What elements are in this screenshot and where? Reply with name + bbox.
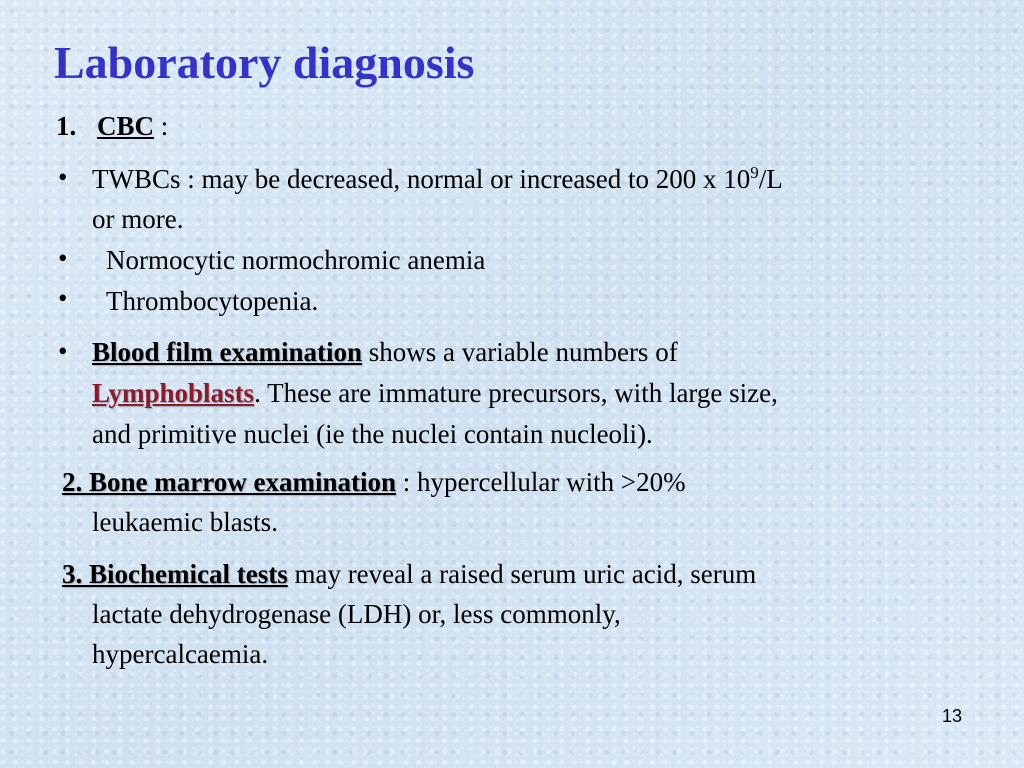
- bullet-dot: •: [58, 336, 68, 366]
- twbc-continuation: or more.: [92, 204, 184, 234]
- biochem-label: 3. Biochemical tests: [62, 559, 288, 589]
- nuclei-line: and primitive nuclei (ie the nuclei contain nucleoli).: [92, 419, 653, 449]
- biochem-continuation-2: hypercalcaemia.: [92, 639, 269, 669]
- bone-marrow-continuation: leukaemic blasts.: [92, 507, 278, 537]
- normocytic-item: Normocytic normochromic anemia: [106, 245, 486, 275]
- twbc-line: [92, 159, 783, 201]
- twbc-exponent: 9: [750, 163, 759, 182]
- thrombocytopenia-item: Thrombocytopenia.: [106, 286, 319, 316]
- twbc-unit: /L: [758, 164, 783, 194]
- bone-marrow-text: : hypercellular with >20%: [395, 467, 686, 497]
- cbc-number: 1.: [56, 111, 77, 141]
- cbc-colon: :: [154, 111, 169, 141]
- blood-film-label: Blood film examination: [92, 337, 363, 367]
- lymphoblasts-term: Lymphoblasts: [92, 378, 255, 408]
- bullet-dot: •: [58, 243, 68, 273]
- lymphoblasts-line: [92, 373, 778, 415]
- biochem-line: [62, 554, 756, 596]
- bone-marrow-line: [62, 462, 686, 504]
- blood-film-text: shows a variable numbers of: [368, 337, 678, 367]
- cbc-heading: [56, 106, 168, 148]
- twbc-text: TWBCs : may be decreased, normal or increased to 200 x 10: [92, 164, 751, 194]
- cbc-label: CBC: [97, 111, 155, 141]
- biochem-text: may reveal a raised serum uric acid, serum: [287, 559, 757, 589]
- bullet-dot: •: [58, 283, 68, 313]
- biochem-continuation-1: lactate dehydrogenase (LDH) or, less commonly,: [92, 599, 621, 629]
- bone-marrow-label: 2. Bone marrow examination: [62, 467, 396, 497]
- lymphoblasts-text: . These are immature precursors, with large size,: [254, 378, 778, 408]
- page-number: 13: [941, 706, 962, 726]
- slide-title: Laboratory diagnosis: [54, 37, 475, 88]
- bullet-dot: •: [58, 162, 68, 192]
- blood-film-line: [92, 332, 678, 374]
